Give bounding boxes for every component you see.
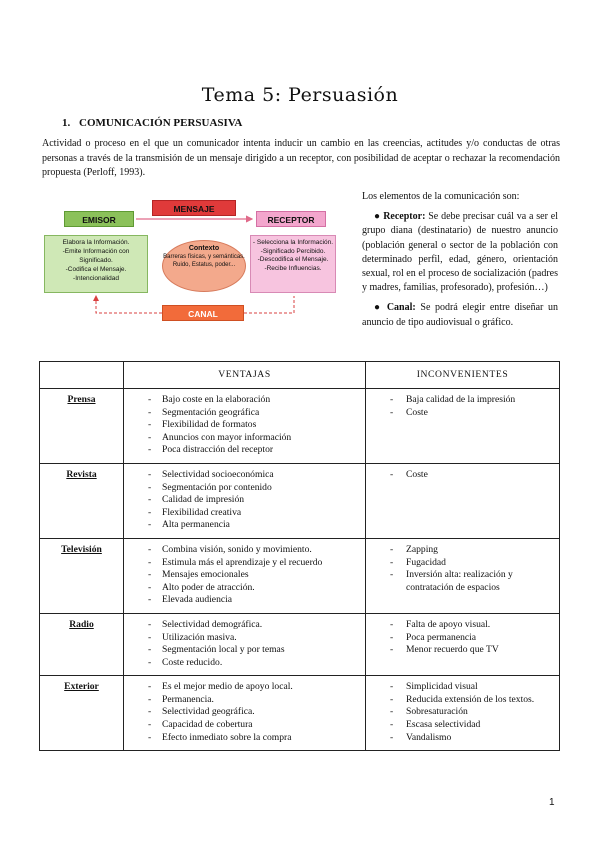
header-inconvenientes: INCONVENIENTES (366, 362, 560, 389)
inconvenientes-cell (366, 463, 560, 538)
medium-name: Prensa (40, 389, 124, 464)
list-item: - Flexibilidad creativa (124, 507, 365, 520)
list-item: - Segmentación por contenido (124, 482, 365, 495)
list-item: - Anuncios con mayor información (124, 432, 365, 445)
list-item: - Coste (366, 407, 559, 420)
list-item: - Menor recuerdo que TV (366, 644, 559, 657)
list-item: - Selectividad geográfica. (124, 706, 365, 719)
receptor-text: Se debe precisar cuál va a ser el grupo diana (destinatario) de nuestro anuncio (población general o sector de la población con determinado perfil, edad, género, orientación sexual, rol en el proceso de socialización (padres y madres, familias, profesorado), profesión…) (362, 211, 559, 294)
list-item: - Coste reducido. (124, 657, 365, 670)
inconvenientes-list (366, 469, 559, 482)
list-item: - Efecto inmediato sobre la compra (124, 732, 365, 745)
list-item: - Inversión alta: realización y contratación de espacios (366, 569, 559, 594)
list-item: - Baja calidad de la impresión (366, 394, 559, 407)
table-row (40, 538, 560, 613)
table-row (40, 463, 560, 538)
list-item: - Selectividad socioeconómica (124, 469, 365, 482)
canal-box: CANAL (162, 305, 244, 321)
header-blank (40, 362, 124, 389)
mensaje-box: MENSAJE (152, 200, 236, 216)
list-item: - Combina visión, sonido y movimiento. (124, 544, 365, 557)
list-item: - Coste (366, 469, 559, 482)
contexto-item: Ruido, Estatus, poder... (172, 262, 236, 268)
list-item: - Utilización masiva. (124, 632, 365, 645)
contexto-item: Barreras físicas, y semánticas. (163, 254, 245, 260)
list-item: - Zapping (366, 544, 559, 557)
list-item: - Poca permanencia (366, 632, 559, 645)
medium-name: Televisión (40, 538, 124, 613)
medium-name: Revista (40, 463, 124, 538)
list-item: - Vandalismo (366, 732, 559, 745)
list-item: - Segmentación local y por temas (124, 644, 365, 657)
contexto-ellipse (162, 240, 246, 292)
inconvenientes-cell (366, 676, 560, 751)
ventajas-list (124, 681, 365, 744)
canal-text: Se podrá elegir entre diseñar un anuncio de tipo audiovisual o gráfico. (362, 302, 558, 328)
list-item: - Alto poder de atracción. (124, 582, 365, 595)
canal-bullet: ● Canal: Se podrá elegir entre diseñar un anuncio de tipo audiovisual o gráfico. (362, 302, 558, 328)
medium-name: Exterior (40, 676, 124, 751)
ventajas-list (124, 544, 365, 607)
elements-column (362, 190, 558, 336)
section-heading (62, 117, 242, 129)
table-row (40, 676, 560, 751)
communication-diagram (40, 196, 336, 324)
list-item: - Escasa selectividad (366, 719, 559, 732)
section-heading-text: COMUNICACIÓN PERSUASIVA (79, 117, 243, 129)
receptor-description (250, 235, 336, 293)
ventajas-cell (124, 389, 366, 464)
media-comparison-table (39, 361, 560, 751)
list-item: - Fugacidad (366, 557, 559, 570)
ventajas-cell (124, 676, 366, 751)
list-item: - Bajo coste en la elaboración (124, 394, 365, 407)
list-item: - Poca distracción del receptor (124, 444, 365, 457)
ventajas-cell (124, 538, 366, 613)
intro-paragraph: Actividad o proceso en el que un comunicador intenta inducir un cambio en las creencias, actitudes y/o conductas de otras personas a través de la transmisión de un mensaje dirigido a un receptor, con posibilidad de aceptar o rechazar la recomendación propuesta (Perloff, 1993). (42, 138, 560, 178)
list-item: - Estimula más el aprendizaje y el recuerdo (124, 557, 365, 570)
emisor-item: -Intencionalidad (73, 275, 119, 282)
inconvenientes-cell (366, 538, 560, 613)
contexto-title: Contexto (188, 245, 220, 252)
section-number: 1. (62, 117, 71, 129)
ventajas-cell (124, 613, 366, 675)
emisor-box: EMISOR (64, 211, 134, 227)
list-item: - Capacidad de cobertura (124, 719, 365, 732)
table-header-row (40, 362, 560, 389)
list-item: - Falta de apoyo visual. (366, 619, 559, 632)
list-item: - Selectividad demográfica. (124, 619, 365, 632)
emisor-item: Elabora la Información. (62, 239, 130, 246)
emisor-item: -Codifica el Mensaje. (65, 266, 127, 273)
list-item: - Mensajes emocionales (124, 569, 365, 582)
inconvenientes-list (366, 681, 559, 744)
medium-name: Radio (40, 613, 124, 675)
list-item: - Reducida extensión de los textos. (366, 694, 559, 707)
list-item: - Alta permanencia (124, 519, 365, 532)
list-item: - Es el mejor medio de apoyo local. (124, 681, 365, 694)
header-ventajas: VENTAJAS (124, 362, 366, 389)
list-item: - Permanencia. (124, 694, 365, 707)
elements-intro: Los elementos de la comunicación son: (362, 191, 520, 202)
table-row (40, 389, 560, 464)
ventajas-list (124, 469, 365, 532)
canal-label: Canal: (386, 302, 416, 314)
inconvenientes-list (366, 544, 559, 594)
list-item: - Flexibilidad de formatos (124, 419, 365, 432)
emisor-description (44, 235, 148, 293)
inconvenientes-list (366, 619, 559, 657)
inconvenientes-list (366, 394, 559, 419)
page-title: Tema 5: Persuasión (201, 84, 399, 106)
receptor-item: - Selecciona la Información. (252, 239, 334, 246)
page-number: 1 (549, 797, 555, 808)
receptor-label: Receptor: (383, 211, 426, 223)
receptor-box: RECEPTOR (256, 211, 326, 227)
emisor-item: -Emite Información con Significado. (62, 248, 130, 264)
feedback-dashed-line (96, 296, 162, 313)
table-row (40, 613, 560, 675)
list-item: - Sobresaturación (366, 706, 559, 719)
ventajas-list (124, 619, 365, 669)
receptor-item: -Recibe Influencias. (264, 264, 322, 272)
list-item: - Simplicidad visual (366, 681, 559, 694)
list-item: - Calidad de impresión (124, 494, 365, 507)
receptor-item: -Descodifica el Mensaje. (257, 256, 329, 263)
receptor-item: -Significado Percibido. (260, 247, 326, 255)
ventajas-list (124, 394, 365, 457)
list-item: - Segmentación geográfica (124, 407, 365, 420)
inconvenientes-cell (366, 613, 560, 675)
feedback-dashed-line-right (244, 296, 294, 313)
receptor-bullet: ● Receptor: Se debe precisar cuál va a ser el grupo diana (destinatario) de nuestro anuncio (población general o sector de la población con determinado perfil, edad, género, orientación sexual, rol en el proceso de socialización (padres y madres, familias, profesorado), profesión…) (362, 211, 559, 294)
list-item: - Elevada audiencia (124, 594, 365, 607)
ventajas-cell (124, 463, 366, 538)
inconvenientes-cell (366, 389, 560, 464)
